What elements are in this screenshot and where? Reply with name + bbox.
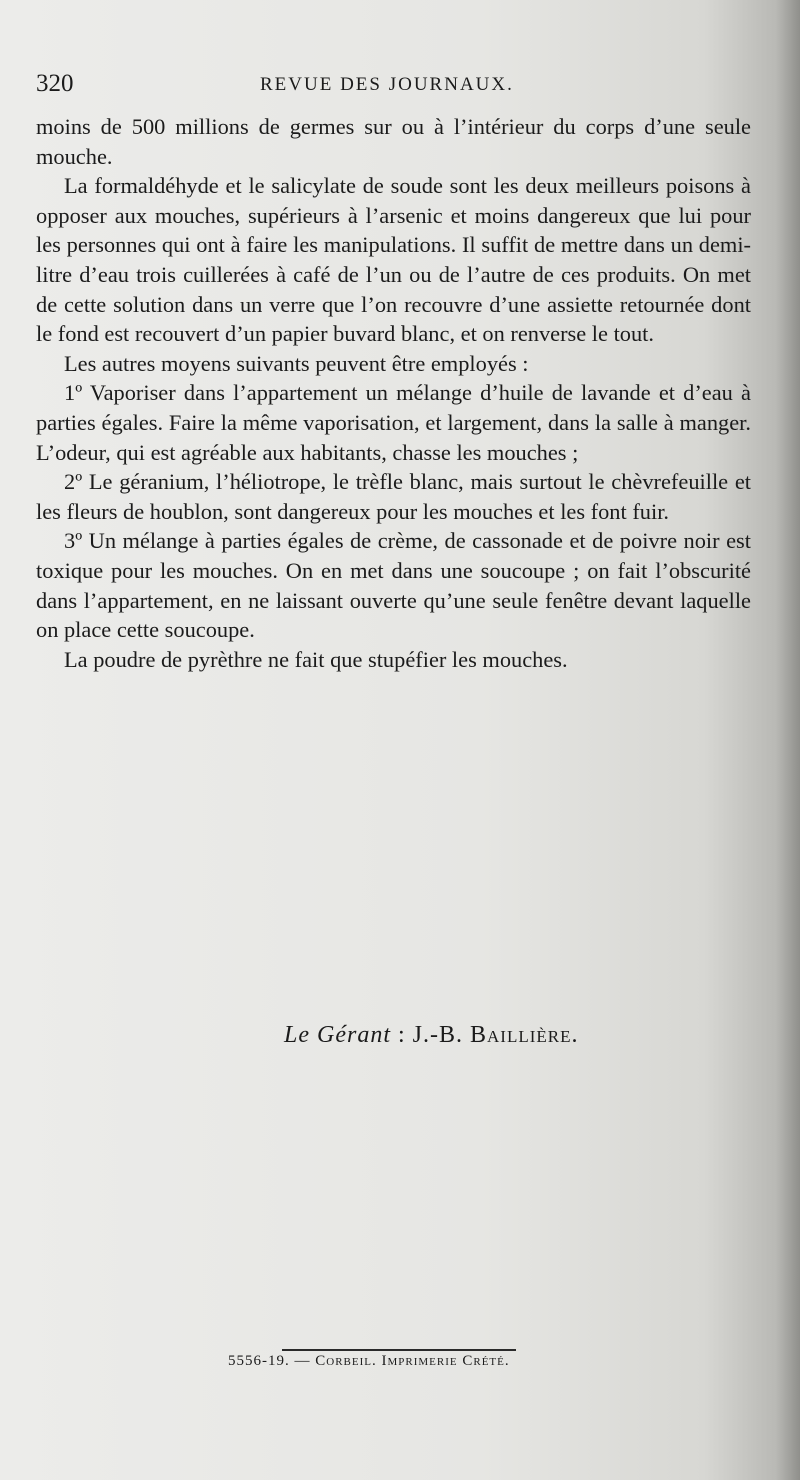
imprint-dash: — xyxy=(289,1353,316,1369)
signature-role: Le Gérant xyxy=(284,1022,391,1048)
page-number: 320 xyxy=(36,70,74,97)
signature-line xyxy=(284,1022,579,1049)
printer-imprint xyxy=(228,1353,510,1370)
body-text xyxy=(36,112,751,674)
footer-rule xyxy=(282,1349,516,1351)
running-header xyxy=(36,70,756,106)
imprint-city: Corbeil. xyxy=(315,1353,377,1369)
running-title: REVUE DES JOURNAUX. xyxy=(260,74,514,95)
signature-separator: : xyxy=(391,1022,413,1048)
paragraph-method-1: 1º Vaporiser dans l’appartement un mélange d’huile de lavande et d’eau à parties égales. Faire la même vaporisation, et largement, dans la salle à manger. L’odeur, qui est agréable aux habitants, chasse les mouches ; xyxy=(36,380,751,465)
imprint-printer: Imprimerie Crété. xyxy=(376,1353,510,1369)
paragraph-pyrethrum: La poudre de pyrèthre ne fait que stupéfier les mouches. xyxy=(64,646,568,672)
imprint-code: 5556-19. xyxy=(228,1353,290,1369)
paragraph-continuation: moins de 500 millions de germes sur ou à l’intérieur du corps d’une seule mouche. xyxy=(36,114,751,169)
paragraph-poisons: La formaldéhyde et le salicylate de soude sont les deux meilleurs poisons à opposer aux mouches, supérieurs à l’arsenic et moins dangereux que lui pour les personnes qui ont à faire les manipulations. Il suffit de mettre dans un demi-litre d’eau trois cuillerées à café de l’un ou de l’autre de ces produits. On met de cette solution dans un verre que l’on recouvre d’une assiette retournée dont le fond est recouvert d’un papier buvard blanc, et on renverse le tout. xyxy=(36,173,751,347)
paragraph-method-3: 3º Un mélange à parties égales de crème, de cassonade et de poivre noir est toxique pour les mouches. On en met dans une soucoupe ; on fait l’obscurité dans l’appartement, en ne laissant ouverte qu’une seule fenêtre devant laquelle on place cette soucoupe. xyxy=(36,528,751,643)
paragraph-method-2: 2º Le géranium, l’héliotrope, le trèfle blanc, mais surtout le chèvrefeuille et les fleurs de houblon, sont dangereux pour les mouches et les font fuir. xyxy=(36,469,751,524)
paragraph-other-means: Les autres moyens suivants peuvent être employés : xyxy=(64,350,529,376)
signature-name: J.-B. Baillière. xyxy=(412,1022,579,1048)
